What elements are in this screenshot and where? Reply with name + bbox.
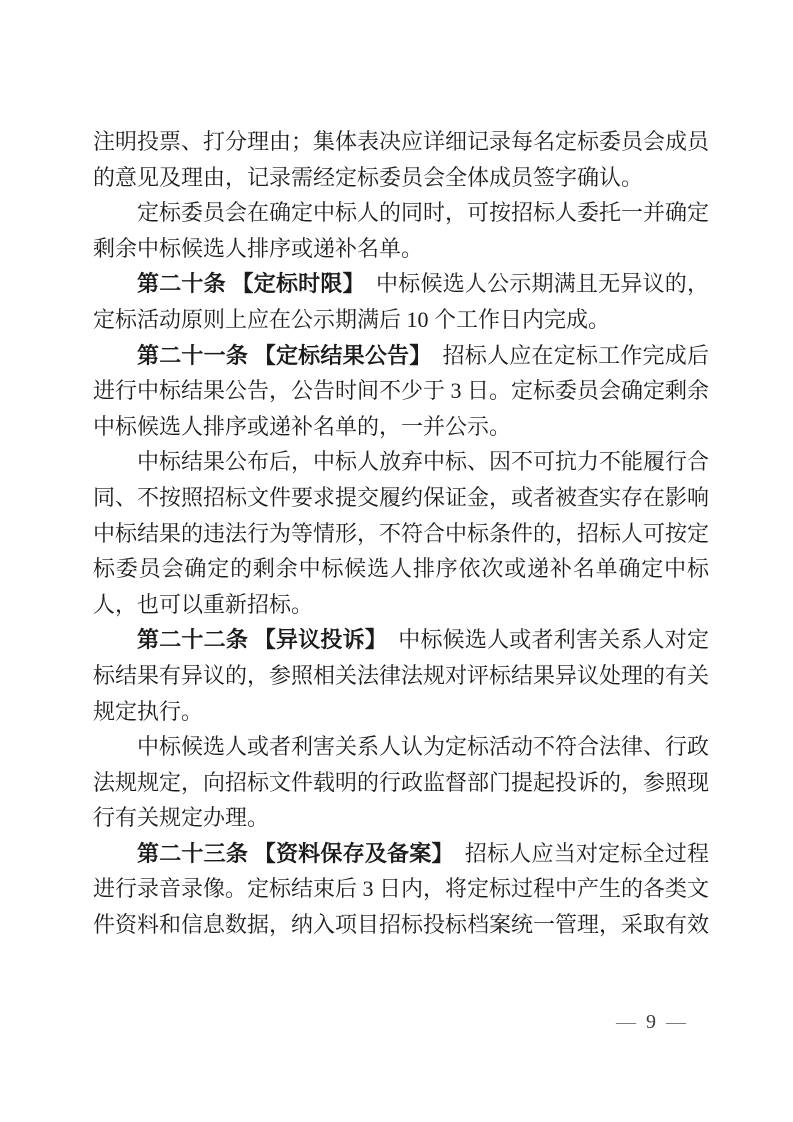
paragraph <box>93 836 709 943</box>
paragraph <box>93 195 709 266</box>
paragraph-text: 定标委员会在确定中标人的同时，可按招标人委托一并确定剩余中标候选人排序或递补名单。 <box>93 200 710 261</box>
article-heading: 第二十条 【定标时限】 <box>137 271 354 297</box>
paragraph-text: 招标人应当对定标全过程进行录音录像。定标结束后 3 日内，将定标过程中产生的各类文件资料和信息数据，纳入项目招标投标档案统一管理，采取有效 <box>93 840 710 938</box>
paragraph <box>93 622 709 729</box>
paragraph-text: 中标结果公布后，中标人放弃中标、因不可抗力不能履行合同、不按照招标文件要求提交履约保证金，或者被查实存在影响中标结果的违法行为等情形，不符合中标条件的，招标人可按定标委员会确定的剩余中标候选人排序依次或递补名单确定中标人，也可以重新招标。 <box>93 449 710 617</box>
paragraph <box>93 729 709 836</box>
article-heading: 第二十二条 【异议投诉】 <box>137 627 377 653</box>
article-heading: 第二十一条 【定标结果公告】 <box>137 342 421 368</box>
paragraph-text: 中标候选人或者利害关系人对定标结果有异议的，参照相关法律法规对评标结果异议处理的有关规定执行。 <box>93 627 710 724</box>
paragraph-text: 中标候选人或者利害关系人认为定标活动不符合法律、行政法规规定，向招标文件载明的行政监督部门提起投诉的，参照现行有关规定办理。 <box>93 734 710 831</box>
paragraph-text: 注明投票、打分理由；集体表决应详细记录每名定标委员会成员的意见及理由，记录需经定标委员会全体成员签字确认。 <box>93 129 710 190</box>
paragraph <box>93 444 709 622</box>
page-number: 9 <box>646 1011 656 1033</box>
paragraph-text: 中标候选人公示期满且无异议的，定标活动原则上应在公示期满后 10 个工作日内完成。 <box>93 271 709 332</box>
paragraph <box>93 124 709 195</box>
paragraph <box>93 266 709 337</box>
article-heading: 第二十三条 【资料保存及备案】 <box>137 840 443 866</box>
paragraph-text: 招标人应在定标工作完成后进行中标结果公告，公告时间不少于 3 日。定标委员会确定剩余中标候选人排序或递补名单的，一并公示。 <box>93 342 710 439</box>
footer-right-dash: — <box>666 1011 686 1033</box>
paragraph <box>93 338 709 445</box>
page-footer <box>596 1010 706 1034</box>
footer-left-dash: — <box>616 1011 636 1033</box>
document-body <box>93 124 709 943</box>
